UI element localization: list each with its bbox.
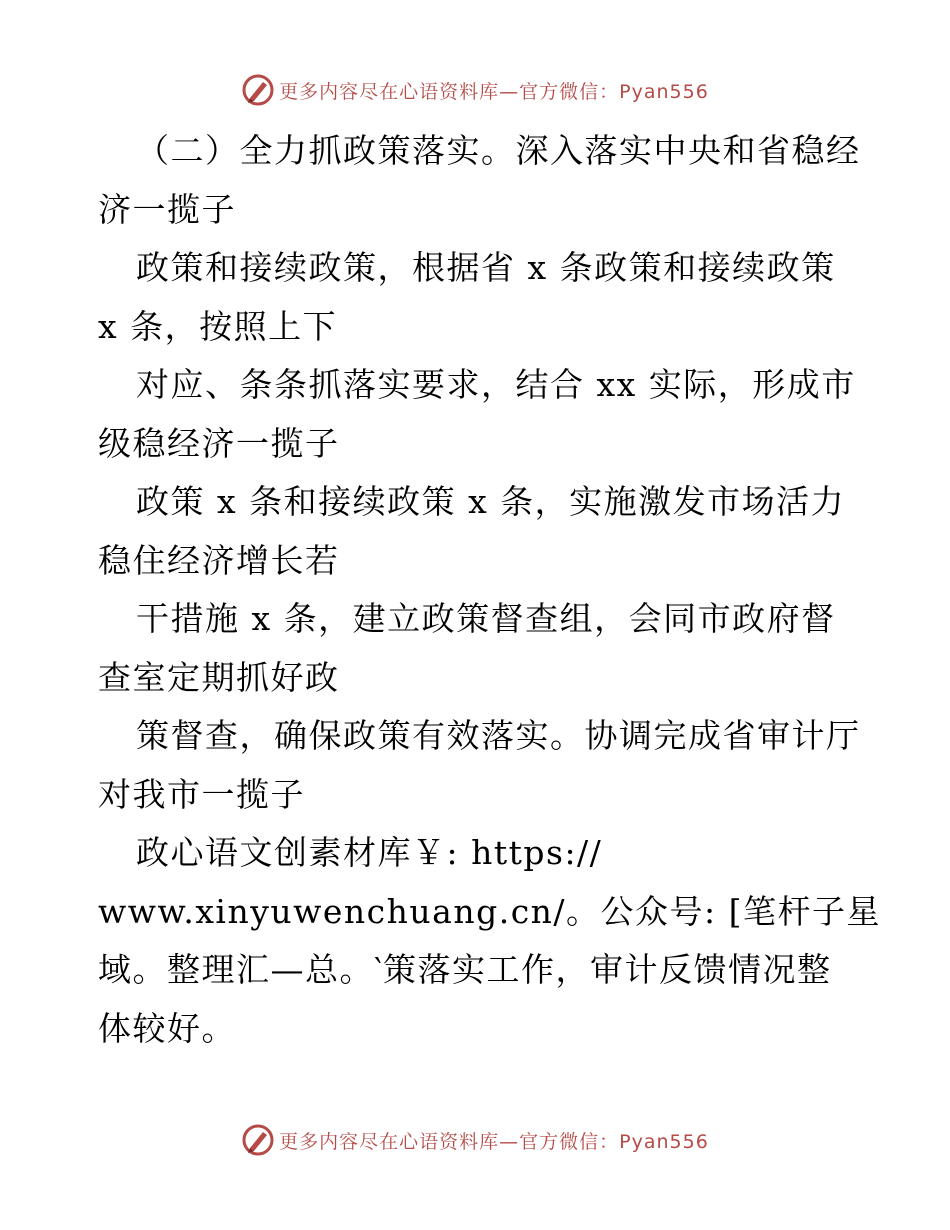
body-line: 查室定期抓好政	[98, 657, 340, 697]
body-line: www.xinyuwenchuang.cn/。公众号: [笔杆子星	[98, 891, 882, 931]
header-banner	[0, 70, 950, 110]
body-line: 政策 x 条和接续政策 x 条，实施激发市场活力	[136, 482, 846, 521]
body-line: 级稳经济一揽子	[98, 423, 340, 463]
document-body	[98, 122, 882, 1058]
body-line: x 条，按照上下	[98, 306, 338, 346]
body-line: 策督查，确保政策有效落实。协调完成省审计厅	[136, 716, 861, 755]
pen-logo-icon	[241, 73, 275, 107]
body-line: （二）全力抓政策落实。深入落实中央和省稳经	[136, 131, 861, 170]
body-line: 济一揽子	[98, 189, 236, 229]
body-line: 对应、条条抓落实要求，结合 xx 实际，形成市	[136, 365, 856, 404]
body-line: 体较好。	[98, 1008, 236, 1048]
body-line: 政心语文创素材库￥: https://	[136, 833, 603, 872]
body-line: 稳住经济增长若	[98, 540, 340, 580]
body-line: 政策和接续政策，根据省 x 条政策和接续政策	[136, 248, 836, 287]
body-line: 对我市一揽子	[98, 774, 305, 814]
footer-banner	[0, 1120, 950, 1160]
pen-logo-icon	[241, 1123, 275, 1157]
body-line: 域。整理汇—总。‵策落实工作，审计反馈情况整	[98, 950, 832, 989]
header-banner-text: 更多内容尽在心语资料库—官方微信：Pyan556	[279, 80, 709, 103]
body-line: 干措施 x 条，建立政策督查组，会同市政府督	[136, 599, 836, 638]
footer-banner-text: 更多内容尽在心语资料库—官方微信：Pyan556	[279, 1130, 709, 1153]
